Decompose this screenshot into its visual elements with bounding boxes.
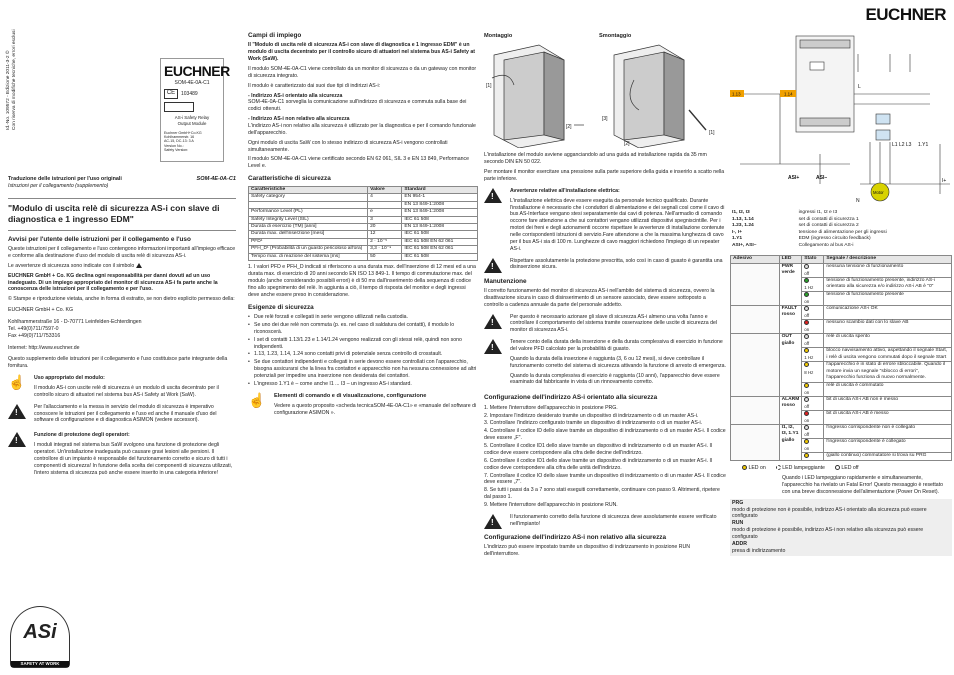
dismount-heading: Smontaggio bbox=[599, 33, 632, 39]
note2-heading: Funzione di protezione degli operatori: bbox=[34, 432, 130, 439]
led-indicator-icon bbox=[804, 334, 809, 339]
terminal-table bbox=[730, 210, 952, 249]
led-th-2: Stato bbox=[802, 256, 824, 263]
table-row bbox=[249, 238, 478, 245]
led-desc: tensione di funzionamento presente bbox=[824, 291, 952, 305]
led-state bbox=[802, 334, 824, 348]
scope-bold: Il "Modulo di uscita relè di sicurezza AS-i con slave di diagnostica e 1 ingresso EDM" è un modulo di uscita decentrato per il controllo sicuro di attuatori nel sistema bus AS-i Safety at Work (SaW). bbox=[248, 42, 475, 63]
led-legend bbox=[742, 465, 952, 472]
cell: 2 · 10⁻⁵ bbox=[368, 238, 402, 245]
scope-p1: Il modulo SOM-4E-0A-C1 viene controllato da un monitor di sicurezza o da un gateway con monitor di sicurezza integrato. bbox=[248, 66, 477, 79]
addr-0: EUCHNER GmbH + Co. KG bbox=[8, 307, 74, 314]
column-3 bbox=[482, 0, 728, 675]
maint-heading: Manutenzione bbox=[484, 277, 527, 285]
cell: EN 13 849-1:2008 bbox=[402, 224, 478, 231]
cell: Durata di esercizio (TM) [anni] bbox=[249, 224, 368, 231]
cell: 20 bbox=[368, 224, 402, 231]
led-indicator-icon bbox=[804, 264, 809, 269]
led-state bbox=[802, 382, 824, 396]
led-state-text: off bbox=[804, 404, 810, 410]
warning-icon bbox=[8, 432, 26, 447]
ctrl-text: Vedere a questo proposito «scheda tecnicaSOM-4E-0A-C1» e «manuale del software di configurazione ASIMON ». bbox=[274, 403, 477, 416]
cell: Durata max. dell'inserzione [mesi] bbox=[249, 231, 368, 238]
cell: IEC 61 508 bbox=[402, 253, 478, 260]
led-indicator-icon bbox=[804, 306, 809, 311]
table-row bbox=[731, 305, 952, 319]
device-footer-0: Euchner GmbH+Co.KG bbox=[164, 130, 202, 135]
cell: EN 13 849-1:2008 bbox=[402, 209, 478, 216]
cell bbox=[368, 201, 402, 208]
led-state bbox=[802, 263, 824, 277]
list-item: 2. Impostare l'indirizzo desiderato tramite un dispositivo di indirizzamento o di un master AS-i. bbox=[484, 412, 699, 419]
hand-note-icon: ☝ bbox=[248, 391, 266, 408]
led-off-icon bbox=[835, 465, 840, 470]
led-desc: bit di uscita AS-i AB è messo bbox=[824, 410, 952, 424]
label-asi-m: ASI– bbox=[816, 175, 828, 182]
note2-text: I moduli integrati nel sistema bus SaW svolgono una funzione di protezione degli operatori. Un'installazione inadeguata può causare gravi lesioni alle persioni. Il controllore di un impianto è responsabile del funzionamento corretto e sicuro di tutti i componenti di sicurezza! In funzione della scelta dei componenti di sicurezza utilizzati, l'intero sistema di sicurezza può anche essere inserito in una categoria inferiore! bbox=[34, 442, 233, 476]
led-indicator-icon bbox=[804, 348, 809, 353]
led-blink-icon bbox=[776, 465, 781, 470]
mount-p: L'installazione del modulo avviene agganciandolo ad una guida ad installazione rapida da 35 mm secondo DIN EN 50 022. bbox=[484, 152, 707, 166]
table-row bbox=[731, 263, 952, 277]
led-state bbox=[802, 348, 824, 362]
note1-heading: Uso appropriato del modulo: bbox=[34, 375, 105, 382]
fig-label-4: [1] bbox=[709, 130, 715, 137]
page-title: "Modulo di uscita relè di sicurezza AS-i con slave di diagnostica e 1 ingresso EDM" bbox=[8, 203, 220, 224]
mode-val-prg: modo di protezione non è possibile, indirizzo AS-i orientato alla sicurezza può essere configurato bbox=[732, 506, 927, 520]
led-state bbox=[802, 438, 824, 452]
device-footer-2: AC-15, DC-13: 3 A bbox=[164, 139, 194, 144]
list-item: 7. Controllare il codice IO dello slave tramite un dispositivo di indirizzamento o di un master AS-i. Il codice deve essere „7". bbox=[484, 472, 726, 486]
req-heading: Esigenze di sicurezza bbox=[248, 303, 314, 311]
w-maint3-text: Quando la durata della inserzione è raggiunta (3, 6 ou 12 mesi), si deve controllare il funzionamento corretto del sistema di sicurezza attivando la funzione di arresto di emergenza. bbox=[510, 355, 726, 369]
table-row bbox=[249, 224, 478, 231]
note1-text: Il modulo AS-i con uscite relè di sicurezza è un modulo di uscita decentrato per il controllo sicuro di attuatori nel sistema bus AS-i Safety at Work (SaW). bbox=[34, 385, 219, 398]
addr-4: Fax +49(0)711/753316 bbox=[8, 332, 61, 339]
list-item: • 1.13, 1.23, 1.14, 1.24 sono contatti privi di potenziale senza controllo di crosstault. bbox=[248, 351, 478, 358]
sticker-cell bbox=[731, 424, 780, 460]
asi-logo-text: ASi bbox=[23, 621, 57, 643]
led-desc: blocco navvisamento attivo, aspettando il segnale Start, i relè di uscita vengono commutati dopo il segnale Start bbox=[824, 348, 952, 362]
column-4 bbox=[728, 0, 954, 675]
led-name: ALARM rosso bbox=[779, 396, 802, 424]
label-1-13: 1.13 bbox=[732, 91, 741, 97]
mode-key-addr: ADDR bbox=[732, 540, 747, 547]
device-part: 103489 bbox=[181, 90, 198, 97]
led-state bbox=[802, 424, 824, 438]
w-maint2-text: Tenere conto della durata della inserzione e della durata complessiva di esercizio in funzione del valore PFD calcolato per la probabilità di guasto. bbox=[510, 339, 723, 353]
legend-1: LED lampeggiante bbox=[782, 465, 825, 472]
doc-type: Traduzione delle istruzioni per l'uso originali bbox=[8, 176, 122, 182]
cell: Collegamento al bus AS-i bbox=[798, 242, 854, 248]
cell: EN 13 849-1:2008 bbox=[402, 201, 478, 208]
table-row bbox=[731, 334, 952, 348]
wiring-diagram bbox=[730, 34, 952, 204]
device-desc2: Output Module bbox=[177, 120, 207, 126]
cell: e bbox=[368, 209, 402, 216]
addr-3: Tel. +49(0)711/7597-0 bbox=[8, 325, 59, 332]
list-item: • I set di contatti 1.13/1.23 e 1.14/1.24 vengono realizzati con gli stessi relè, quindi non sono indipendenti. bbox=[248, 337, 478, 351]
led-state-text: on bbox=[804, 446, 810, 452]
fatal-note: Quando i LED lampeggiano rapidamente e simultaneamente, l'apparecchio ha rivelato un Fatal Error! Questo messaggio è resettato con una breve disconnessione dell'alimentazione (Power On Reset). bbox=[782, 475, 944, 495]
led-desc: (giallo continuo) commutatore si trova su PRG bbox=[824, 453, 952, 461]
led-state-text: off bbox=[804, 432, 810, 438]
led-state bbox=[802, 320, 824, 334]
led-desc: l'ingresso corrispondente non è collegato bbox=[824, 424, 952, 438]
device-model: SOM-4E-0A-C1 bbox=[174, 80, 210, 87]
header-brand: EUCHNER bbox=[865, 5, 946, 24]
led-state-text: on bbox=[804, 418, 810, 424]
led-indicator-icon bbox=[804, 292, 809, 297]
column-2 bbox=[244, 0, 482, 675]
mode-key-run: RUN bbox=[732, 520, 744, 527]
cfg1-list bbox=[484, 405, 726, 509]
w-elec-heading: Avvertenze relative all'installazione elettrica: bbox=[510, 187, 620, 194]
list-item: 4. Controllare il codice ID dello slave tramite un dispositivo di indirizzamento o di un master AS-i. Il codice deve essere „F". bbox=[484, 428, 726, 442]
led-state-text: on bbox=[804, 299, 810, 305]
sec1-heading: Avvisi per l'utente delle istruzioni per il collegamento e l'uso bbox=[8, 235, 191, 243]
th-1: Valore bbox=[368, 186, 402, 193]
table-row bbox=[730, 243, 952, 249]
mount-heading: Montaggio bbox=[484, 33, 513, 39]
list-item: 1. Mettere l'interruttore dell'apparecchio in posizione PRG. bbox=[484, 404, 618, 411]
device-desc1: AS-i Safety Relay bbox=[174, 115, 210, 121]
led-th-0: Adesivo bbox=[731, 256, 780, 263]
cfg2-heading: Configurazione dell'indirizzo AS-i non relativo alla sicurezza bbox=[484, 533, 667, 541]
scope-p4: Il modulo SOM-4E-0A-C1 viene certificato secondo EN 62 061, SIL 3 e EN 13 849, Performance Level e. bbox=[248, 156, 469, 170]
led-indicator-icon bbox=[804, 278, 809, 283]
led-state-text: on bbox=[804, 327, 810, 333]
mode-key-prg: PRG bbox=[732, 499, 744, 506]
w-maint1-text: Per questo è necessario azionare gli slave di sicurezza AS-i almeno una volta l'anno e controllare il comportamento del sistema tramite osservazione delle uscite di sicurezza del monitor di sicurezza AS-i. bbox=[510, 313, 718, 334]
device-label bbox=[160, 58, 230, 162]
cell: EN 954-1 bbox=[402, 194, 478, 201]
device-footer-3: Version No.: bbox=[164, 143, 184, 148]
led-desc: bit di uscita AS-i AB non è messo bbox=[824, 396, 952, 410]
led-state-text: on bbox=[804, 389, 810, 395]
cell: Tempo max. di reazione del sistema [ms] bbox=[249, 253, 368, 260]
cell: 4 bbox=[368, 194, 402, 201]
table-row bbox=[731, 424, 952, 438]
doc-subtitle: Istruzioni per il collegamento (supplemento) bbox=[8, 183, 109, 190]
ce-mark-icon: CE bbox=[164, 89, 178, 99]
legend-0: LED on bbox=[748, 465, 766, 472]
saw-logo-text: SAFETY AT WORK bbox=[11, 661, 69, 667]
led-state-text: off bbox=[804, 341, 810, 347]
label-1-14: 1.14 bbox=[784, 91, 793, 97]
side-reference bbox=[6, 10, 16, 130]
led-state bbox=[802, 453, 824, 461]
modes-box bbox=[730, 499, 952, 556]
led-desc: nessuno scambio dati con lo slave AB bbox=[824, 320, 952, 334]
doc-model: SOM-4E-0A-C1 bbox=[196, 176, 236, 182]
cell: set di contatti di sicurezza 2 bbox=[798, 223, 859, 229]
cell: set di contatti di sicurezza 1 bbox=[798, 216, 859, 222]
cell: 12 bbox=[368, 231, 402, 238]
cell: 1.13, 1.14 bbox=[732, 216, 754, 222]
led-state-text: 1 Hz bbox=[804, 285, 814, 291]
addr-6: Internet: http://www.euchner.de bbox=[8, 344, 80, 351]
addr-sec-head: - Indirizzo AS-i orientato alla sicurezza bbox=[248, 92, 343, 99]
cell: PFH_D¹ (Probabilità di un guasto pericoloso all'ora) bbox=[249, 246, 368, 253]
cell: Safety Integrity Level (SIL) bbox=[249, 216, 368, 223]
led-indicator-icon bbox=[804, 453, 809, 458]
warning-symbol-icon bbox=[136, 263, 142, 268]
cell: 1.Y1 bbox=[732, 236, 743, 242]
scope-heading: Campi di impiego bbox=[248, 32, 302, 39]
led-desc: tensione di funzionamento presente, indirizzo AS-i orientato alla sicurezza e/o indirizzo AS-i AB è "0" bbox=[824, 277, 952, 291]
cell: tensione di alimentazione per gli ingressi bbox=[798, 229, 887, 235]
column-1 bbox=[0, 0, 244, 675]
label-motor: Motor bbox=[873, 190, 884, 196]
device-footer-1: Kohlhammerstr. 16 bbox=[164, 135, 195, 139]
led-state-text: 1 Hz bbox=[804, 355, 814, 361]
led-indicator-icon bbox=[804, 362, 809, 367]
led-indicator-icon bbox=[804, 383, 809, 388]
cell: IEC 61 508 bbox=[402, 231, 478, 238]
sticker-cell bbox=[731, 263, 780, 305]
device-brand: EUCHNER bbox=[164, 63, 230, 79]
label-terms: L1 L2 L3 bbox=[892, 142, 912, 149]
cfg2-text: L'indirizzo può essere impostato tramite un dispositivo di indirizzamento in posizione RUN dell'interruttore. bbox=[484, 544, 690, 558]
label-y1: 1.Y1 bbox=[918, 142, 929, 149]
table-footnote: 1. I valori PFD e PFH_D indicati si riferiscono a una durata max. dell'inserzione di 12 mesi ed a una durata max. di esercizio di 20 anni secondo EN ISO 13 849-1. Il tempo di commutazione max. del modulo (anche considerando possibili errori) è di 50 ms dall'inserimento della sequenza di codice fino allo spegnimento del relè. In aggiunta a ciò, il tempo di risposta del monitor e degli ingressi deve anche essere preso in considerazione. bbox=[248, 264, 476, 298]
table-row bbox=[249, 231, 478, 238]
mode-val-addr: presa di indirizzamento bbox=[732, 547, 786, 554]
table-row bbox=[249, 194, 478, 201]
led-state-text: off bbox=[804, 270, 810, 276]
char-heading: Caratteristiche di sicurezza bbox=[248, 175, 331, 183]
led-state-text: off bbox=[804, 313, 810, 319]
sec1-p1: Queste istruzioni per il collegamento e l'uso contengono informazioni importanti all'impiego efficace e conforme alla destinazione d'uso del modulo di uscita relè di sicurezza AS-i. bbox=[8, 246, 236, 260]
cell bbox=[249, 201, 368, 208]
led-table bbox=[730, 255, 952, 461]
cell: EDM (ingresso circuito feedback) bbox=[798, 236, 871, 242]
table-row bbox=[249, 209, 478, 216]
w-elec-text: L'installazione elettrica deve essere eseguita da personale tecnico qualificato. Durante l'installazione è necessario che i conduttori di alimentazione e dei segnali così come il cavo di bus AS-Interface vengano stesi separatamente dai cavi di potenza. Nell'armadio di comando occorre fare attenzione a che sui contattori vengano utilizzati dispositivi spegniscintille. Per i motori dei freni e degli azionamenti occorre rispettare le avvertenze di installazione contenute nelle corrispondenti istruzioni di servizio.Fare attenzione a che la massima lunghezza di cavo per il bus AS-i sia di 100 m. Lunghezze di cavo maggiori richiedono l'impiego di un repeater AS-i. bbox=[510, 197, 725, 252]
cell: Performance Level (PL) bbox=[249, 209, 368, 216]
cell: PFD¹ bbox=[249, 238, 368, 245]
addr-2: Kohlhammerstraße 16 - D-70771 Leinfelden-Echterdingen bbox=[8, 319, 142, 326]
w-maint4-text: Quando la durata complessiva di esercizio è raggiunta (10 anni), l'apparecchio deve essere esaminato dal fabbricante in vista di un rinnovamento corretto. bbox=[510, 372, 720, 386]
label-L: L bbox=[858, 84, 861, 91]
led-desc: relè di uscita è commutato bbox=[824, 382, 952, 396]
warning-icon bbox=[484, 339, 502, 354]
led-state bbox=[802, 362, 824, 382]
sec1-p2: Le avvertenze di sicurezza sono indicate con il simbolo bbox=[8, 262, 135, 269]
mounting-figure bbox=[484, 40, 726, 148]
sec1-p3: EUCHNER GmbH + Co. KG declina ogni responsabilità per danni dovuti ad un uso inadeguato. Di un impiego appropriato del monitor di sicurezza AS-i fa parte anche la conoscenza delle istruzioni per il collegamento e per l'uso. bbox=[8, 272, 218, 293]
addr-sec-text: SOM-4E-0A-C1 sorveglia la comunicazione sull'indirizzo di sicurezza e commuta sulla base dei codici ottenuti. bbox=[248, 99, 467, 113]
led-state bbox=[802, 291, 824, 305]
warning-icon bbox=[484, 514, 502, 529]
led-state bbox=[802, 277, 824, 291]
led-name: PWR verde bbox=[779, 263, 802, 305]
table-row bbox=[249, 246, 478, 253]
table-row bbox=[731, 396, 952, 410]
led-state bbox=[802, 410, 824, 424]
fig-label-2: [2] bbox=[566, 124, 572, 131]
legend-2: LED off bbox=[841, 465, 859, 472]
mount-p2: Per montare il monitor esercitare una pressione sulla parte superiore della guida e inserirlo a scatto nella parte inferiore. bbox=[484, 169, 725, 182]
cell: I-, I+ bbox=[732, 229, 742, 235]
list-item: 5. Controllare il codice ID1 dello slave tramite un dispositivo di indirizzamento o di un master AS-i. Il codice deve essere corrispondere alla cifra delle decine dell'indirizzo. bbox=[484, 443, 713, 456]
cell: ingressi I1, I2 e I3 bbox=[798, 210, 838, 216]
safety-table bbox=[248, 186, 478, 262]
led-name: FAULT rosso bbox=[779, 305, 802, 333]
fig-label-5: [2] bbox=[624, 141, 630, 148]
cell: Safety category bbox=[249, 194, 368, 201]
led-indicator-icon bbox=[804, 411, 809, 416]
warning-icon bbox=[484, 314, 502, 329]
led-desc: relè di uscita spento bbox=[824, 334, 952, 348]
cell: IEC 61 508 bbox=[402, 216, 478, 223]
list-item: • Se due contattori indipendenti e collegati in serie devono essere controllati con l'apparecchio, bisogna assicurarsi che la linea fra contattori e apparecchio non ha nessuna connessione ad altri potenziali per impedire una inserzione non desiderata dei contattori. bbox=[248, 359, 478, 380]
led-desc: l'ingresso corrispondente è collegato bbox=[824, 438, 952, 452]
led-state-text: 8 Hz bbox=[804, 369, 814, 375]
cell: 50 bbox=[368, 253, 402, 260]
col1-body bbox=[8, 176, 236, 482]
barcode-icon bbox=[164, 102, 194, 112]
list-item: • L'ingresso 1.Y1 è – come anche I1 ... I3 – un ingresso AS-i standard. bbox=[248, 381, 478, 388]
cell: I1, I2, I3 bbox=[732, 210, 750, 216]
list-item: • Due relè forzati e collegati in serie vengono utilizzati nella custodia. bbox=[248, 314, 478, 321]
table-row bbox=[249, 253, 478, 260]
th-0: Caratteristiche bbox=[249, 186, 368, 193]
sticker-cell bbox=[731, 334, 780, 397]
scope-p2: Il modulo è caratterizzato dai suoi due tipi di indirizzi AS-i: bbox=[248, 82, 381, 89]
hand-note-icon: ☝ bbox=[8, 374, 26, 391]
label-n: N bbox=[856, 198, 860, 205]
led-desc: nessuna tensione di funzionamento bbox=[824, 263, 952, 277]
led-indicator-icon bbox=[804, 320, 809, 325]
cell: IEC 61 508 EN 62 061 bbox=[402, 246, 478, 253]
ctrl-heading: Elementi di comando e di visualizzazione, configurazione bbox=[274, 392, 427, 399]
addr-ns-head: - Indirizzo AS-i non relativo alla sicurezza bbox=[248, 116, 350, 123]
sec1-p5: Questo supplemento delle istruzioni per il collegamento e l'uso costituisce parte integrante della fornitura. bbox=[8, 356, 228, 370]
mode-val-run: modo di protezione è possibile, indirizzo AS-i non relativo alla sicurezza può essere configurato bbox=[732, 527, 924, 541]
cell: 3,3 · 10⁻⁹ bbox=[368, 246, 402, 253]
fig-label-1: [1] bbox=[486, 83, 492, 90]
scope-p3: Ogni modulo di uscita SaW con lo stesso indirizzo di sicurezza AS-i vengono controllati simultaneamente. bbox=[248, 139, 448, 153]
label-asi-p: ASI+ bbox=[788, 175, 800, 182]
cell: IEC 61 508 EN 62 061 bbox=[402, 238, 478, 245]
led-th-1: LED bbox=[779, 256, 802, 263]
w-cfg-text: Il funzionamento corretto della funzione di sicurezza deve assolutamente essere verificato nell'impianto! bbox=[510, 513, 717, 527]
list-item: 9. Mettere l'interruttore dell'apparecchio in posizione RUN. bbox=[484, 501, 618, 508]
warn1-text: Per l'allacciamento e la messa in servizio del modulo di sicurezza è imperativo conoscere le istruzioni per il collegamento e l'uso ed anche il manuale d'uso del software di configurazione e di diagnostica ASIMON (vedere accessori). bbox=[34, 403, 217, 424]
led-desc: comunicazione AS-i OK bbox=[824, 305, 952, 319]
table-row bbox=[249, 216, 478, 223]
cell: 3 bbox=[368, 216, 402, 223]
led-state bbox=[802, 396, 824, 410]
cell: 1.23, 1.24 bbox=[732, 223, 754, 229]
led-desc: l'apparecchio è in stato di errore sbloccabile. Quando il motore invia un segnale "sblocco di errori", l'apparecchio funziona di nuovo normalmente. bbox=[824, 362, 952, 382]
sec1-p4: © Stampe e riproduzione vietata, anche in forma di estratto, se non dietro esplicito permesso della: bbox=[8, 296, 235, 303]
led-name: I1, I2, I3, 1.Y1 giallo bbox=[779, 424, 802, 460]
side-ref-line1: Id.-No. 109572 - Edizione 2011-3-2 © bbox=[6, 50, 11, 130]
w-prot-text: Rispettare assolutamente la protezione prescritta, solo così in caso di guasto è garantita una disinserzione sicura. bbox=[510, 257, 723, 271]
asi-logo bbox=[10, 606, 70, 668]
sticker-cell bbox=[731, 305, 780, 333]
led-on-icon bbox=[742, 465, 747, 470]
label-iplus: I+ bbox=[942, 178, 947, 185]
list-item: 3. Controllare l'indirizzo configurato tramite un dispositivo di indirizzamento o di un master AS-i. bbox=[484, 420, 703, 427]
cfg1-heading: Configurazione dell'indirizzo AS-i orientato alla sicurezza bbox=[484, 394, 658, 402]
warning-icon bbox=[484, 258, 502, 273]
list-item: 6. Controllare il codice ID1 dello slave tramite un dispositivo di indirizzamento o di un master AS-i. Il codice deve corrispondere alla cifra delle unità dell'indirizzo. bbox=[484, 457, 713, 471]
list-item: • Se uno dei due relè non commuta (p. es. nel caso di saldatura dei contatti), il modulo lo riconoscerà. bbox=[248, 322, 478, 336]
maint-text: Il corretto funzionamento del monitor di sicurezza AS-i nell'ambito del sistema di sicurezza, ovvero la disattivazione sicura in caso di disinserimento di un sensore associato, deve essere sottoposto a controllo a cadenza annuale da parte del personale addetto. bbox=[484, 288, 715, 308]
table-row bbox=[249, 201, 478, 208]
led-indicator-icon bbox=[804, 397, 809, 402]
req-list bbox=[248, 314, 478, 388]
device-footer-4: Safety Version: bbox=[164, 147, 189, 152]
led-indicator-icon bbox=[804, 439, 809, 444]
addr-ns-text: L'indirizzo AS-i non relativo alla sicurezza è utilizzato per la diagnostica e per il comando funzionale dell'apparecchio. bbox=[248, 123, 476, 136]
warning-icon bbox=[8, 404, 26, 419]
th-2: Standard bbox=[402, 186, 478, 193]
side-ref-line2: Con riserva di modifiche tecniche, errori esclusi bbox=[12, 29, 18, 130]
warning-icon bbox=[484, 188, 502, 203]
led-indicator-icon bbox=[804, 425, 809, 430]
cell: ASI+, ASI– bbox=[732, 242, 757, 248]
led-th-3: Segnale / descrizione bbox=[824, 256, 952, 263]
led-state bbox=[802, 305, 824, 319]
fig-label-3: [3] bbox=[602, 116, 608, 123]
list-item: 8. Se tutti i passi da 3 a 7 sono stati eseguiti correttamente, continuare con passo 9. Altrimenti, ripetere dal passo 1. bbox=[484, 487, 720, 501]
sticker-cell bbox=[731, 396, 780, 424]
led-name: OUT giallo bbox=[779, 334, 802, 397]
